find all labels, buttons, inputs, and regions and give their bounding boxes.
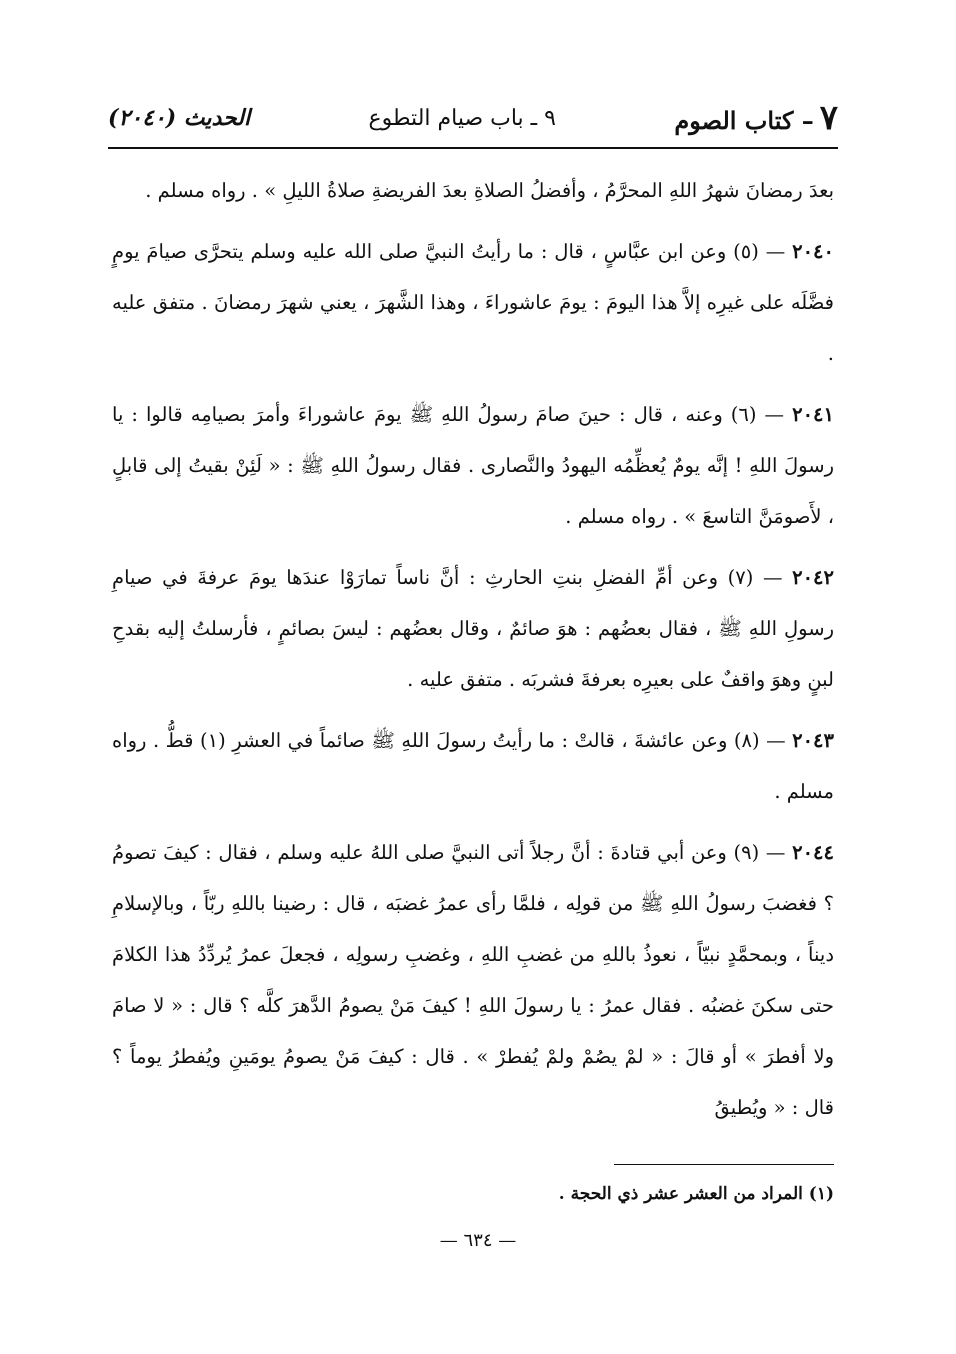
hadith-number: ٢٠٤٣: [792, 729, 835, 752]
page-number: — ٦٣٤ —: [439, 1230, 517, 1251]
paragraph: [112, 226, 834, 379]
hadith-number: ٢٠٤٢: [792, 566, 835, 589]
paragraph: [112, 715, 834, 817]
chapter-title: ٩ ـ باب صيام التطوع: [368, 105, 556, 131]
paragraph-text: — (٥) وعن ابن عبَّاسٍ ، قال : ما رأيتُ النبيَّ صلى الله عليه وسلم يتحرَّى صيامَ يومٍ فضَّلَه على غيرِه إلاَّ هذا اليومَ : يومَ عاشوراءَ ، وهذا الشَّهرَ ، يعني شهرَ رمضانَ . متفق عليه .: [112, 240, 834, 365]
footnote: (١) المراد من العشر عشر ذي الحجة .: [558, 1184, 834, 1204]
footnote-rule: [614, 1164, 834, 1165]
header-rule: [108, 147, 838, 149]
paragraph: [112, 165, 834, 216]
hadith-reference: الحديث (٢٠٤٠): [108, 105, 251, 131]
paragraph-text: — (٩) وعن أبي قتادةَ : أنَّ رجلاً أتى النبيَّ صلى اللهُ عليه وسلم ، فقال : كيفَ تصومُ ؟ فغضبَ رسولُ اللهِ ﷺ من قولِه ، فلمَّا رأى عمرُ غضبَه ، قال : رضينا باللهِ ربّاً ، وبالإسلامِ ديناً ، وبمحمَّدٍ نبيّاً ، نعوذُ باللهِ من غضبِ اللهِ ، وغضبِ رسولِه ، فجعلَ عمرُ يُردِّدُ هذا الكلامَ حتى سكنَ غضبُه . فقال عمرُ : يا رسولَ اللهِ ! كيفَ مَنْ يصومُ الدَّهرَ كلَّه ؟ قال : « لا صامَ ولا أفطرَ » أو قالَ : « لمْ يصُمْ ولمْ يُفطرْ » . قال : كيفَ مَنْ يصومُ يومَينِ ويُفطرُ يوماً ؟ قال : « ويُطيقُ: [112, 841, 834, 1119]
paragraph: [112, 552, 834, 705]
paragraph-text: — (٧) وعن أمِّ الفضلِ بنتِ الحارثِ : أنَّ ناساً تمارَوْا عندَها يومَ عرفةَ في صيامِ رسولِ اللهِ ﷺ ، فقال بعضُهم : هوَ صائمٌ ، وقال بعضُهم : ليسَ بصائمٍ ، فأرسلتُ إليه بقدحِ لبنٍ وهوَ واقفٌ على بعيرِه بعرفةَ فشربَه . متفق عليه .: [112, 566, 834, 691]
book-number: ٧: [819, 98, 838, 138]
main-text: [112, 165, 834, 1143]
hadith-number: ٢٠٤٤: [792, 841, 834, 864]
running-header: [108, 92, 838, 144]
book-title: [674, 98, 838, 138]
paragraph: [112, 389, 834, 542]
paragraph-text: بعدَ رمضانَ شهرُ اللهِ المحرَّمُ ، وأفضلُ الصلاةِ بعدَ الفريضةِ صلاةُ الليلِ » . رواه مسلم .: [145, 179, 834, 202]
hadith-number: ٢٠٤٠: [792, 240, 834, 263]
paragraph-text: — (٨) وعن عائشةَ ، قالتْ : ما رأيتُ رسولَ اللهِ ﷺ صائماً في العشرِ (١) قطُّ . رواه مسلم .: [112, 729, 834, 803]
hadith-number: ٢٠٤١: [792, 403, 835, 426]
book-title-text: – كتاب الصوم: [674, 106, 814, 135]
paragraph-text: — (٦) وعنه ، قال : حينَ صامَ رسولُ اللهِ ﷺ يومَ عاشوراءَ وأمرَ بصيامِه قالوا : يا رسولَ اللهِ ! إنَّه يومٌ يُعظِّمُه اليهودُ والنَّصارى . فقال رسولُ اللهِ ﷺ : « لَئِنْ بقيتُ إلى قابلٍ ، لأَصومَنَّ التاسعَ » . رواه مسلم .: [112, 403, 834, 528]
paragraph: [112, 827, 834, 1133]
